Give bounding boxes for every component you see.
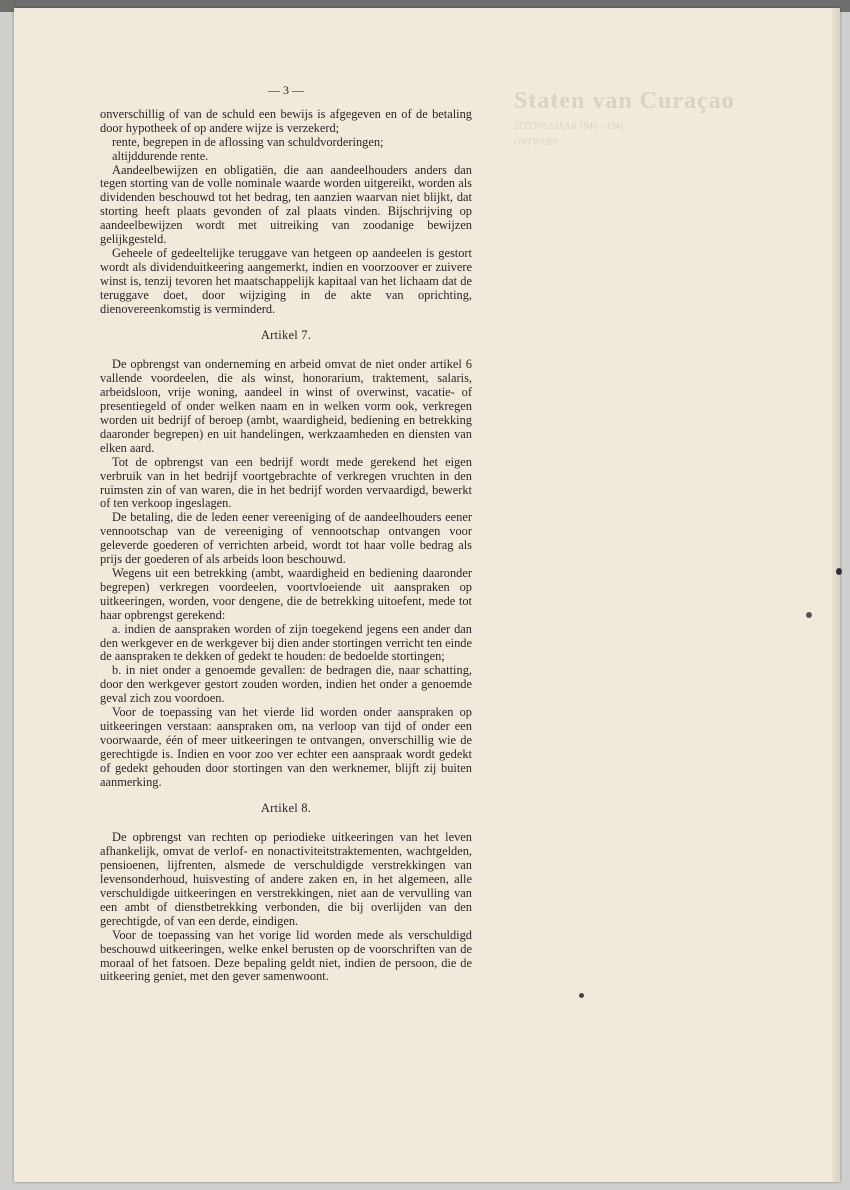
paragraph: Aandeelbewijzen en obligatiën, die aan aandeelhouders anders dan tegen storting van de volle nominale waarde worden uitgereikt, worden als dividenden beschouwd tot het bedrag, ten aanzien waarvan niet blijkt, dat storting heeft plaats gevonden of zal plaats vinden. Bijschrijving op aandeelbewijzen wordt met uitreiking van zoodanige bewijzen gelijkgesteld. [100, 162, 472, 247]
page-edge [832, 8, 840, 1182]
bleed-through-line: ZITTINGSJAAR 1940—1941 [514, 121, 625, 131]
paragraph: rente, begrepen in de aflossing van schuldvorderingen; [112, 134, 384, 149]
paragraph: Tot de opbrengst van een bedrijf wordt mede gerekend het eigen verbruik van in het bedrijf voortgebrachte of verkregen vruchten in den ruimsten zin of van waren, die in het bedrijf worden vervaardigd, bewerkt of ten verkoop ingeslagen. [100, 454, 472, 511]
list-item: a. indien de aanspraken worden of zijn toegekend jegens een ander dan den werkgever en de werkgever bij dien ander stortingen verricht ten einde de aanspraken te dekken of gedekt te houden: de bedoelde stortingen; [100, 621, 472, 664]
list-item: b. in niet onder a genoemde gevallen: de bedragen die, naar schatting, door den werkgever gestort zouden worden, indien het onder a genoemde geval zich zou voordoen. [100, 663, 472, 706]
paragraph: De opbrengst van onderneming en arbeid omvat de niet onder artikel 6 vallende voordeelen, die als winst, honorarium, traktement, salaris, arbeidsloon, vrije woning, aandeel in winst of overwinst, vacatie- of presentiegeld of onder welken naam en in welken vorm ook, verkregen worden uit bedrijf of beroep (ambt, waardigheid, bediening en betrekking daaronder begrepen) en uit handelingen, werkzaamheden en diensten van elken aard. [100, 357, 472, 455]
paragraph: De betaling, die de leden eener vereeniging of de aandeelhouders eener vennootschap van de vereeniging of vennootschap ontvangen voor geleverde goederen of verrichten arbeid, wordt tot haar volle bedrag als prijs der goederen of als arbeids loon beschouwd. [100, 510, 472, 567]
bleed-through-title: Staten van Curaçao [514, 88, 735, 114]
article-8-heading: Artikel 8. [260, 800, 312, 815]
paragraph: Voor de toepassing van het vierde lid worden onder aanspraken op uitkeeringen verstaan: aanspraken om, na verloop van tijd of onder een voorwaarde, één of meer uitkeeringen te ontvangen, onverschillig wie de gerechtigde is. Indien en voor zoo ver echter een aanspraak wordt gedekt of gedekt gehouden door stortingen van den werknemer, blijft zij buiten aanmerking. [100, 705, 472, 789]
document-page [14, 8, 840, 1182]
punch-mark [806, 612, 812, 618]
paragraph: onverschillig of van de schuld een bewijs is afgegeven en of de betaling door hypotheek of op andere wijze is verzekerd; [100, 106, 472, 135]
text-column [100, 84, 472, 984]
punch-mark [836, 568, 842, 575]
article-7-heading: Artikel 7. [260, 327, 312, 342]
paragraph: De opbrengst van rechten op periodieke uitkeeringen van het leven afhankelijk, omvat de verlof- en nonactiviteitstraktementen, wachtgelden, pensioenen, lijfrenten, alsmede de verschuldigde verstrekkingen van levensonderhoud, huisvesting of andere zaken en, in het algemeen, alle verschuldigde uitkeeringen en verstrekkingen, niet aan de vervulling van een ambt of dienstbetrekking verbonden, die bij overlijden van den gerechtigde, of van een derde, eindigen. [100, 830, 472, 928]
page-number: — 3 — [268, 83, 304, 97]
bleed-through-line: ONTWERP [514, 137, 558, 147]
paragraph: Wegens uit een betrekking (ambt, waardigheid en bediening daaronder begrepen) verkregen voordeelen, voortvloeiende uit aanspraken op uitkeeringen, worden, voor dengene, die de betrekking uitoefent, mede tot haar opbrengst gerekend: [100, 566, 472, 622]
paragraph: Geheele of gedeeltelijke teruggave van hetgeen op aandeelen is gestort wordt als dividenduitkeering aangemerkt, indien en voorzoover er zuivere winst is, tenzij tevoren het maatschappelijk kapitaal van het lichaam dat de teruggave doet, door wijziging in de akte van oprichting, dienovereenkomstig is verminderd. [100, 245, 472, 316]
ink-speck [579, 993, 584, 998]
bleed-through-text [514, 88, 774, 147]
paragraph: Voor de toepassing van het vorige lid worden mede als verschuldigd beschouwd uitkeeringen, welke enkel berusten op de voorschriften van de moraal of het fatsoen. Deze bepaling geldt niet, indien de persoon, die de uitkeering geniet, met den gever samenwoont. [100, 927, 472, 984]
paragraph: altijddurende rente. [112, 148, 209, 163]
